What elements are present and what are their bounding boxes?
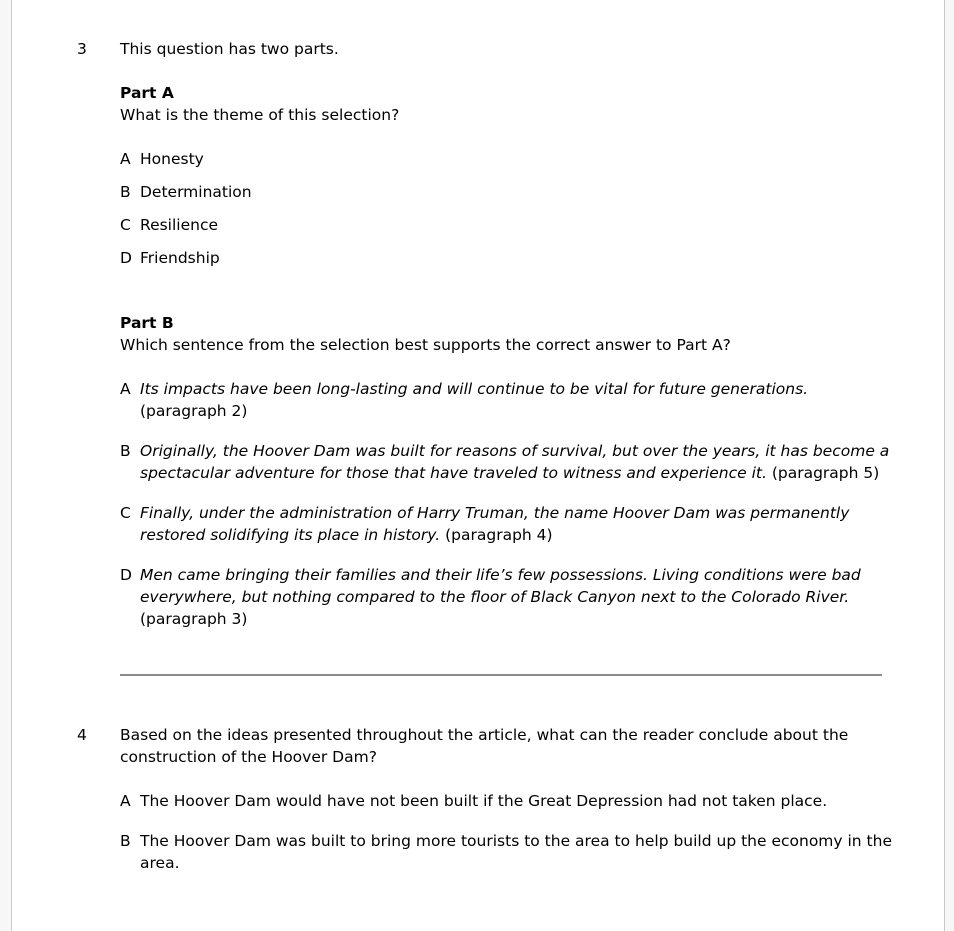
spacer <box>120 356 892 378</box>
option-text: Determination <box>140 183 252 201</box>
part-b-option-d[interactable] <box>120 564 892 630</box>
question-3-number: 3 <box>77 40 87 58</box>
option-letter: D <box>120 249 132 267</box>
option-letter: B <box>120 442 131 460</box>
spacer <box>12 648 944 674</box>
option-text: The Hoover Dam would have not been built if the Great Depression had not taken place. <box>140 792 828 810</box>
option-letter: B <box>120 183 131 201</box>
part-a-label: Part A <box>120 84 174 102</box>
option-citation: (paragraph 2) <box>140 402 248 420</box>
question-4-option-b[interactable] <box>120 830 892 874</box>
option-quote: Its impacts have been long-lasting and will continue to be vital for future generations. <box>140 380 809 398</box>
spacer <box>12 676 944 724</box>
option-citation: (paragraph 3) <box>140 610 248 628</box>
question-4-stem: Based on the ideas presented throughout the article, what can the reader conclude about the construction of the Hoover Dam? <box>120 726 849 766</box>
spacer <box>120 768 892 790</box>
spacer <box>120 280 892 300</box>
part-a-option-d[interactable] <box>120 247 892 269</box>
option-citation: (paragraph 5) <box>766 464 880 482</box>
part-b-option-c[interactable] <box>120 502 892 546</box>
option-letter: A <box>120 150 131 168</box>
question-4-option-a[interactable] <box>120 790 892 812</box>
option-text: The Hoover Dam was built to bring more tourists to the area to help build up the economy in the area. <box>140 832 892 872</box>
part-b-options <box>120 378 892 630</box>
question-4-number: 4 <box>77 726 87 744</box>
document-page <box>11 0 945 931</box>
option-letter: A <box>120 792 131 810</box>
option-letter: D <box>120 566 132 584</box>
spacer <box>120 126 892 148</box>
part-b-option-b[interactable] <box>120 440 892 484</box>
option-quote: Originally, the Hoover Dam was built for reasons of survival, but over the years, it has become a spectacular adventure for those that have traveled to witness and experience it. <box>140 442 890 482</box>
option-letter: A <box>120 380 131 398</box>
option-text: Honesty <box>140 150 204 168</box>
option-quote: Men came bringing their families and their life’s few possessions. Living conditions were bad everywhere, but nothing compared to the floor of Black Canyon next to the Colorado River. <box>140 566 861 606</box>
part-a-stem: What is the theme of this selection? <box>120 106 400 124</box>
part-a-options <box>120 148 892 269</box>
option-text: Resilience <box>140 216 219 234</box>
option-text: Friendship <box>140 249 220 267</box>
spacer <box>120 300 892 312</box>
option-quote: Finally, under the administration of Harry Truman, the name Hoover Dam was permanently restored solidifying its place in history. <box>140 504 850 544</box>
part-a-option-a[interactable] <box>120 148 892 170</box>
document-content <box>12 0 944 874</box>
option-letter: C <box>120 504 131 522</box>
part-a-option-b[interactable] <box>120 181 892 203</box>
question-3 <box>12 38 944 630</box>
spacer <box>120 60 892 82</box>
option-citation: (paragraph 4) <box>440 526 553 544</box>
part-b-label: Part B <box>120 314 174 332</box>
part-b-option-a[interactable] <box>120 378 892 422</box>
question-3-stem: This question has two parts. <box>120 40 339 58</box>
option-letter: C <box>120 216 131 234</box>
question-4-options <box>120 790 892 874</box>
part-b-stem: Which sentence from the selection best supports the correct answer to Part A? <box>120 336 731 354</box>
question-4 <box>12 724 944 874</box>
part-a-option-c[interactable] <box>120 214 892 236</box>
option-letter: B <box>120 832 131 850</box>
